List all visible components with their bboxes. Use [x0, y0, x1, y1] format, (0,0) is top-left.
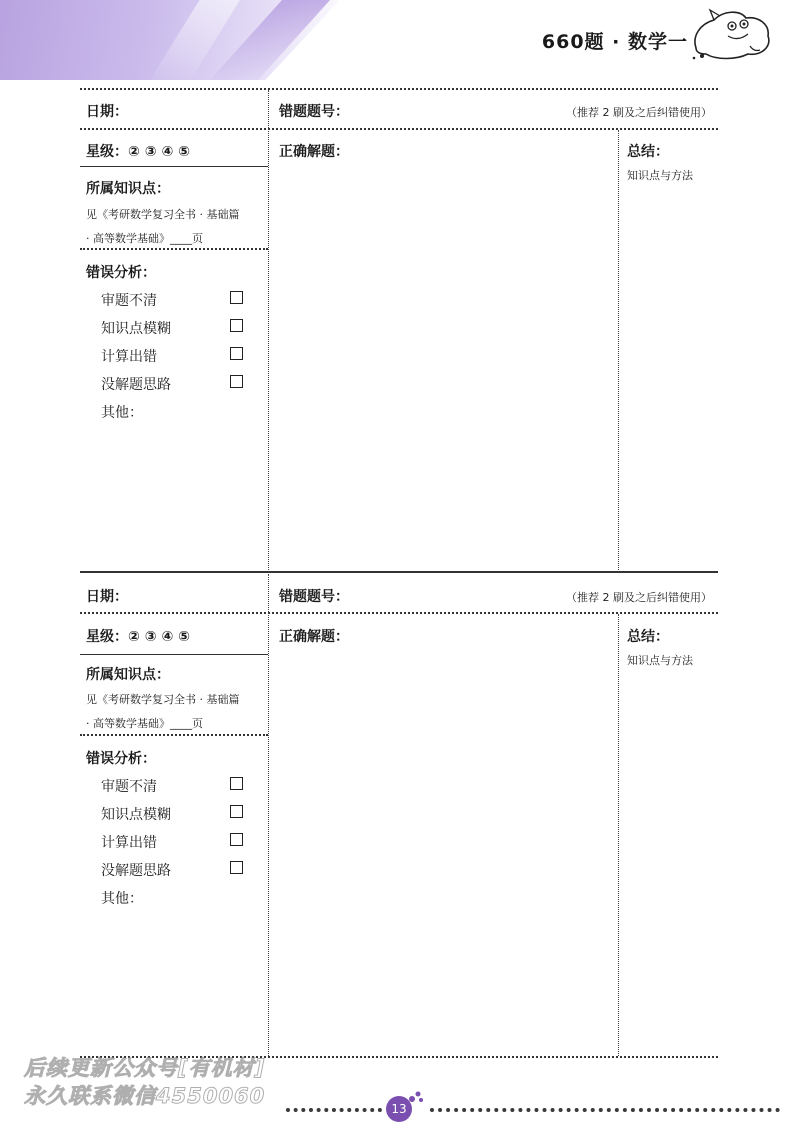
footer-dots: [430, 1108, 780, 1112]
error-item-label: 知识点模糊: [101, 807, 171, 823]
error-checkbox[interactable]: [230, 375, 243, 388]
watermark-text: 永久联系微信4550060: [24, 1084, 266, 1108]
correct-solution-label: 正确解题：: [279, 144, 349, 160]
date-label: 日期：: [86, 104, 128, 120]
error-analysis-label: 错误分析：: [86, 265, 156, 281]
divider: [80, 88, 718, 90]
recommend-note: （推荐 2 刷及之后纠错使用）: [566, 106, 712, 119]
knowledge-reference: · 高等数学基础》____页: [86, 232, 203, 245]
error-item-label: 审题不清: [101, 293, 157, 309]
divider: [80, 128, 718, 130]
knowledge-label: 所属知识点：: [86, 181, 170, 197]
error-analysis-label: 错误分析：: [86, 751, 156, 767]
summary-sub-label: 知识点与方法: [627, 654, 693, 667]
divider: [80, 734, 268, 736]
error-checkbox[interactable]: [230, 833, 243, 846]
footer-dots: [286, 1108, 382, 1112]
error-item-label: 没解题思路: [101, 377, 171, 393]
knowledge-reference: 见《考研数学复习全书 · 基础篇: [86, 693, 240, 706]
section-separator: [80, 571, 718, 573]
star-rating-label: 星级：② ③ ④ ⑤: [86, 144, 191, 160]
question-number-label: 错题题号：: [279, 589, 349, 605]
page-number: 13: [386, 1096, 412, 1122]
knowledge-label: 所属知识点：: [86, 667, 170, 683]
page-title: 660题 · 数学一: [541, 31, 688, 53]
date-label: 日期：: [86, 589, 128, 605]
divider: [80, 654, 268, 655]
summary-label: 总结：: [627, 144, 669, 160]
error-checkbox[interactable]: [230, 347, 243, 360]
column-divider: [268, 90, 269, 570]
knowledge-reference: · 高等数学基础》____页: [86, 717, 203, 730]
question-number-label: 错题题号：: [279, 104, 349, 120]
error-checkbox[interactable]: [230, 805, 243, 818]
error-item-label: 计算出错: [101, 835, 157, 851]
column-divider: [618, 130, 619, 570]
summary-sub-label: 知识点与方法: [627, 169, 693, 182]
divider: [80, 248, 268, 250]
summary-label: 总结：: [627, 629, 669, 645]
error-checkbox[interactable]: [230, 291, 243, 304]
column-divider: [268, 574, 269, 1056]
error-checkbox[interactable]: [230, 861, 243, 874]
error-checkbox[interactable]: [230, 777, 243, 790]
other-label: 其他：: [101, 405, 143, 421]
star-rating-label: 星级：② ③ ④ ⑤: [86, 629, 191, 645]
mascot-icon: [688, 6, 778, 62]
knowledge-reference: 见《考研数学复习全书 · 基础篇: [86, 208, 240, 221]
error-item-label: 知识点模糊: [101, 321, 171, 337]
divider: [80, 166, 268, 167]
other-label: 其他：: [101, 891, 143, 907]
watermark-text: 后续更新公众号[有机材]: [24, 1056, 266, 1080]
correct-solution-label: 正确解题：: [279, 629, 349, 645]
error-item-label: 计算出错: [101, 349, 157, 365]
error-item-label: 审题不清: [101, 779, 157, 795]
column-divider: [618, 614, 619, 1056]
recommend-note: （推荐 2 刷及之后纠错使用）: [566, 591, 712, 604]
divider: [80, 612, 718, 614]
error-checkbox[interactable]: [230, 319, 243, 332]
error-item-label: 没解题思路: [101, 863, 171, 879]
